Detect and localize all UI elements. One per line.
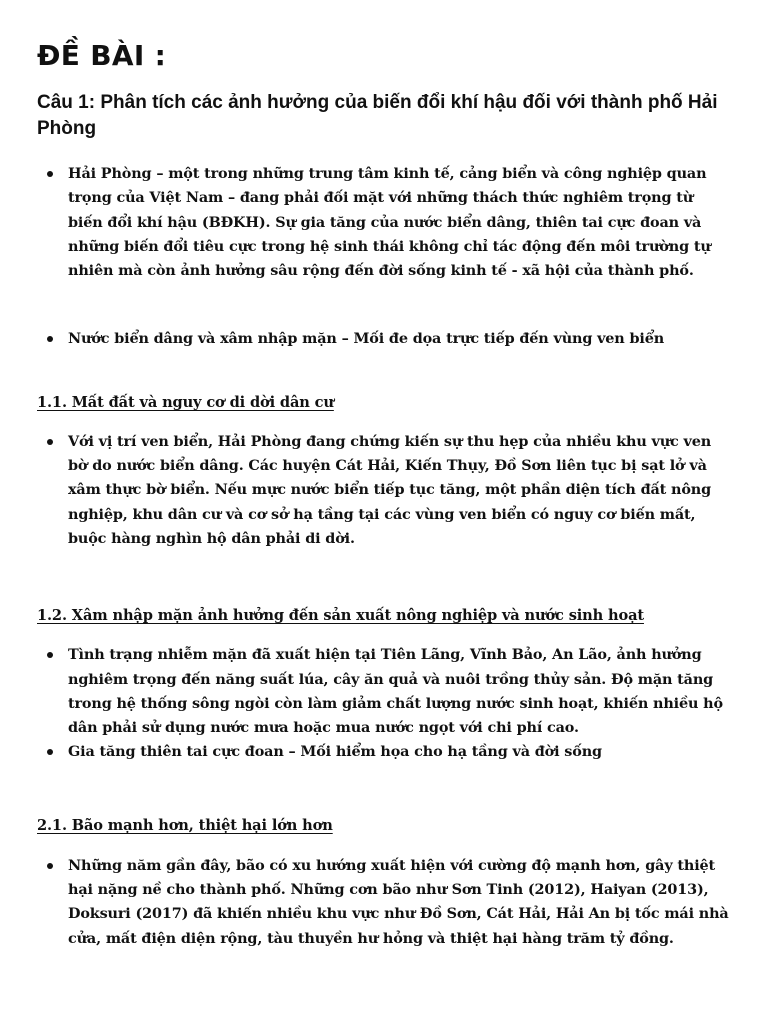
question-heading: Câu 1: Phân tích các ảnh hưởng của biến đổi khí hậu đối với thành phố Hải Phòng <box>37 92 718 139</box>
sea-level-list <box>37 327 730 351</box>
section-2-1-paragraph: Những năm gần đây, bão có xu hướng xuất hiện với cường độ mạnh hơn, gây thiệt hại nặng nề cho thành phố. Những cơn bão như Sơn Tinh (2012), Haiyan (2013), Doksuri (2017) đã khiến nhiều khu vực như Đồ Sơn, Cát Hải, Hải An bị tốc mái nhà cửa, mất điện diện rộng, tàu thuyền hư hỏng và thiệt hại hàng trăm tỷ đồng. <box>37 854 730 951</box>
section-heading-1-2: 1.2. Xâm nhập mặn ảnh hưởng đến sản xuất nông nghiệp và nước sinh hoạt <box>37 607 644 625</box>
section-1-1-list <box>37 430 730 551</box>
section-heading-1-1: 1.1. Mất đất và nguy cơ di dời dân cư <box>37 393 334 411</box>
section-1-1-paragraph: Với vị trí ven biển, Hải Phòng đang chứng kiến sự thu hẹp của nhiều khu vực ven bờ do nước biển dâng. Các huyện Cát Hải, Kiến Thụy, Đồ Sơn liên tục bị sạt lở và xâm thực bờ biển. Nếu mực nước biển tiếp tục tăng, một phần diện tích đất nông nghiệp, khu dân cư và cơ sở hạ tầng tại các vùng ven biển có nguy cơ biến mất, buộc hàng nghìn hộ dân phải di dời. <box>37 430 730 551</box>
section-1-2-paragraph: Tình trạng nhiễm mặn đã xuất hiện tại Tiên Lãng, Vĩnh Bảo, An Lão, ảnh hưởng nghiêm trọng đến năng suất lúa, cây ăn quả và nuôi trồng thủy sản. Độ mặn tăng trong hệ thống sông ngòi còn làm giảm chất lượng nước sinh hoạt, khiến nhiều hộ dân phải sử dụng nước mưa hoặc mua nước ngọt với chi phí cao. <box>37 643 730 740</box>
intro-list <box>37 162 730 283</box>
extreme-disaster-item: Gia tăng thiên tai cực đoan – Mối hiểm họa cho hạ tầng và đời sống <box>37 740 730 764</box>
page-title: ĐỀ BÀI : <box>37 39 167 72</box>
section-2-1-list <box>37 854 730 951</box>
section-heading-2-1: 2.1. Bão mạnh hơn, thiệt hại lớn hơn <box>37 816 333 834</box>
section-1-2-list <box>37 643 730 764</box>
sea-level-item: Nước biển dâng và xâm nhập mặn – Mối đe dọa trực tiếp đến vùng ven biển <box>37 327 730 351</box>
intro-paragraph: Hải Phòng – một trong những trung tâm kinh tế, cảng biển và công nghiệp quan trọng của Việt Nam – đang phải đối mặt với những thách thức nghiêm trọng từ biến đổi khí hậu (BĐKH). Sự gia tăng của nước biển dâng, thiên tai cực đoan và những biến đổi tiêu cực trong hệ sinh thái không chỉ tác động đến môi trường tự nhiên mà còn ảnh hưởng sâu rộng đến đời sống kinh tế - xã hội của thành phố. <box>37 162 730 283</box>
